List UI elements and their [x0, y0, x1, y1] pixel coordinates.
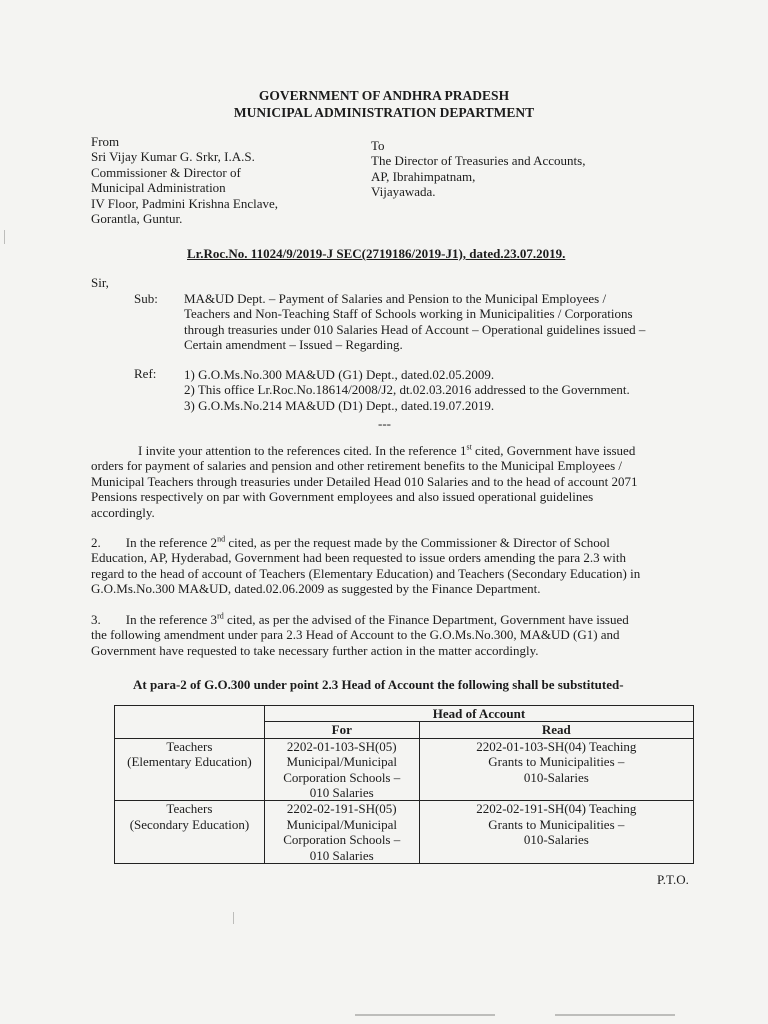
cell-line: (Secondary Education)	[129, 816, 250, 832]
reference-item: 2) This office Lr.Roc.No.18614/2008/J2, dt.02.03.2016 addressed to the Government.	[184, 382, 630, 398]
table-cell-read	[419, 801, 693, 864]
cell-line: Grants to Municipalities –	[488, 754, 625, 770]
para2-number: 2.	[91, 535, 101, 550]
from-label: From	[91, 134, 120, 149]
scan-artifact	[355, 1014, 495, 1016]
cell-line: Teachers	[166, 801, 213, 817]
para2-line: Education, AP, Hyderabad, Government had been requested to issue orders amending the para 2.3 with	[91, 550, 627, 566]
references-list	[184, 367, 630, 413]
table-header-row	[115, 706, 694, 722]
to-line: AP, Ibrahimpatnam,	[371, 168, 476, 184]
from-line: Commissioner & Director of	[91, 164, 241, 180]
to-line: The Director of Treasuries and Accounts,	[371, 153, 586, 169]
from-block	[91, 134, 278, 226]
salutation: Sir,	[91, 275, 109, 290]
para1-line: Municipal Teachers through treasuries under Detailed Head 010 Salaries and to the head of account 2071	[91, 473, 638, 489]
table-col-read: Read	[419, 722, 693, 738]
para1-line: cited, Government have issued	[471, 443, 636, 458]
scan-artifact	[233, 912, 234, 924]
pto-marker: P.T.O.	[657, 872, 689, 887]
scan-artifact	[555, 1014, 675, 1016]
table-cell-for	[264, 738, 419, 801]
subject-line: MA&UD Dept. – Payment of Salaries and Pension to the Municipal Employees /	[184, 291, 607, 306]
subject-line: Certain amendment – Issued – Regarding.	[184, 337, 403, 353]
from-line: Municipal Administration	[91, 180, 226, 196]
superscript: rd	[217, 611, 224, 621]
cell-line: Municipal/Municipal	[286, 816, 397, 832]
cell-line: 010 Salaries	[309, 785, 374, 801]
para2-line: G.O.Ms.No.300 MA&UD, dated.02.06.2009 as suggested by the Finance Department.	[91, 581, 541, 597]
cell-line: 2202-02-191-SH(05)	[286, 801, 397, 817]
reference-item: 3) G.O.Ms.No.214 MA&UD (D1) Dept., dated.19.07.2019.	[184, 397, 495, 413]
subject-line: Teachers and Non-Teaching Staff of Schools working in Municipalities / Corporations	[184, 306, 633, 322]
cell-line: Grants to Municipalities –	[488, 816, 625, 832]
paragraph-1	[91, 443, 695, 520]
paragraph-3	[91, 612, 695, 658]
table-heading: At para-2 of G.O.300 under point 2.3 Head of Account the following shall be substituted-	[133, 677, 624, 692]
from-line: IV Floor, Padmini Krishna Enclave,	[91, 195, 278, 211]
reference-number: Lr.Roc.No. 11024/9/2019-J SEC(2719186/2019-J1), dated.23.07.2019.	[187, 246, 566, 261]
cell-line: 010-Salaries	[523, 769, 589, 785]
table-row	[115, 738, 694, 801]
subject-line: through treasuries under 010 Salaries Head of Account – Operational guidelines issued –	[184, 321, 646, 337]
to-line: Vijayawada.	[371, 184, 436, 200]
cell-line: 2202-02-191-SH(04) Teaching	[476, 801, 637, 817]
reference-item: 1) G.O.Ms.No.300 MA&UD (G1) Dept., dated.02.05.2009.	[184, 367, 495, 382]
table-col-for: For	[264, 722, 419, 738]
para1-line: accordingly.	[91, 504, 155, 520]
cell-line: Teachers	[166, 738, 213, 754]
para3-line: cited, as per the advised of the Finance Department, Government have issued	[223, 612, 629, 627]
superscript: st	[466, 442, 472, 452]
table-group-header: Head of Account	[264, 706, 693, 722]
table-corner-cell	[115, 706, 265, 739]
paragraph-2	[91, 535, 695, 597]
references-separator: ---	[378, 416, 391, 431]
para1-line: orders for payment of salaries and pension and other retirement benefits to the Municipal Employees /	[91, 458, 623, 474]
para3-line: In the reference 3	[125, 612, 218, 627]
cell-line: Municipal/Municipal	[286, 754, 397, 770]
para2-line: In the reference 2	[125, 535, 218, 550]
table-cell-category	[115, 801, 265, 864]
cell-line: (Elementary Education)	[127, 754, 252, 770]
para1-line: Pensions respectively on par with Government employees and also issued operational guidelines	[91, 489, 594, 505]
references-label: Ref:	[134, 366, 157, 381]
para3-line: the following amendment under para 2.3 Head of Account to the G.O.Ms.No.300, MA&UD (G1) and	[91, 627, 620, 643]
from-line: Gorantla, Guntur.	[91, 211, 183, 227]
para3-number: 3.	[91, 612, 101, 627]
para2-line: regard to the head of account of Teachers (Elementary Education) and Teachers (Secondary Education) in	[91, 565, 641, 581]
subject-text	[184, 291, 645, 353]
table-cell-category	[115, 738, 265, 801]
head-of-account-table	[114, 705, 694, 864]
header-government: GOVERNMENT OF ANDHRA PRADESH	[258, 88, 510, 103]
table-cell-for	[264, 801, 419, 864]
scan-artifact	[4, 230, 5, 244]
subject-label: Sub:	[134, 291, 158, 306]
to-block	[371, 138, 585, 200]
para1-line: I invite your attention to the references cited. In the reference 1	[138, 443, 467, 458]
para2-line: cited, as per the request made by the Commissioner & Director of School	[225, 535, 610, 550]
cell-line: 2202-01-103-SH(05)	[286, 738, 397, 754]
superscript: nd	[217, 534, 226, 544]
from-line: Sri Vijay Kumar G. Srkr, I.A.S.	[91, 149, 255, 165]
cell-line: 010-Salaries	[523, 832, 589, 848]
to-label: To	[371, 138, 385, 153]
cell-line: Corporation Schools –	[283, 769, 401, 785]
table-row	[115, 801, 694, 864]
cell-line: 010 Salaries	[309, 847, 374, 863]
para3-line: Government have requested to take necessary further action in the matter accordingly.	[91, 642, 539, 658]
header-department: MUNICIPAL ADMINISTRATION DEPARTMENT	[233, 105, 535, 120]
table-cell-read	[419, 738, 693, 801]
cell-line: Corporation Schools –	[283, 832, 401, 848]
cell-line: 2202-01-103-SH(04) Teaching	[476, 738, 637, 754]
